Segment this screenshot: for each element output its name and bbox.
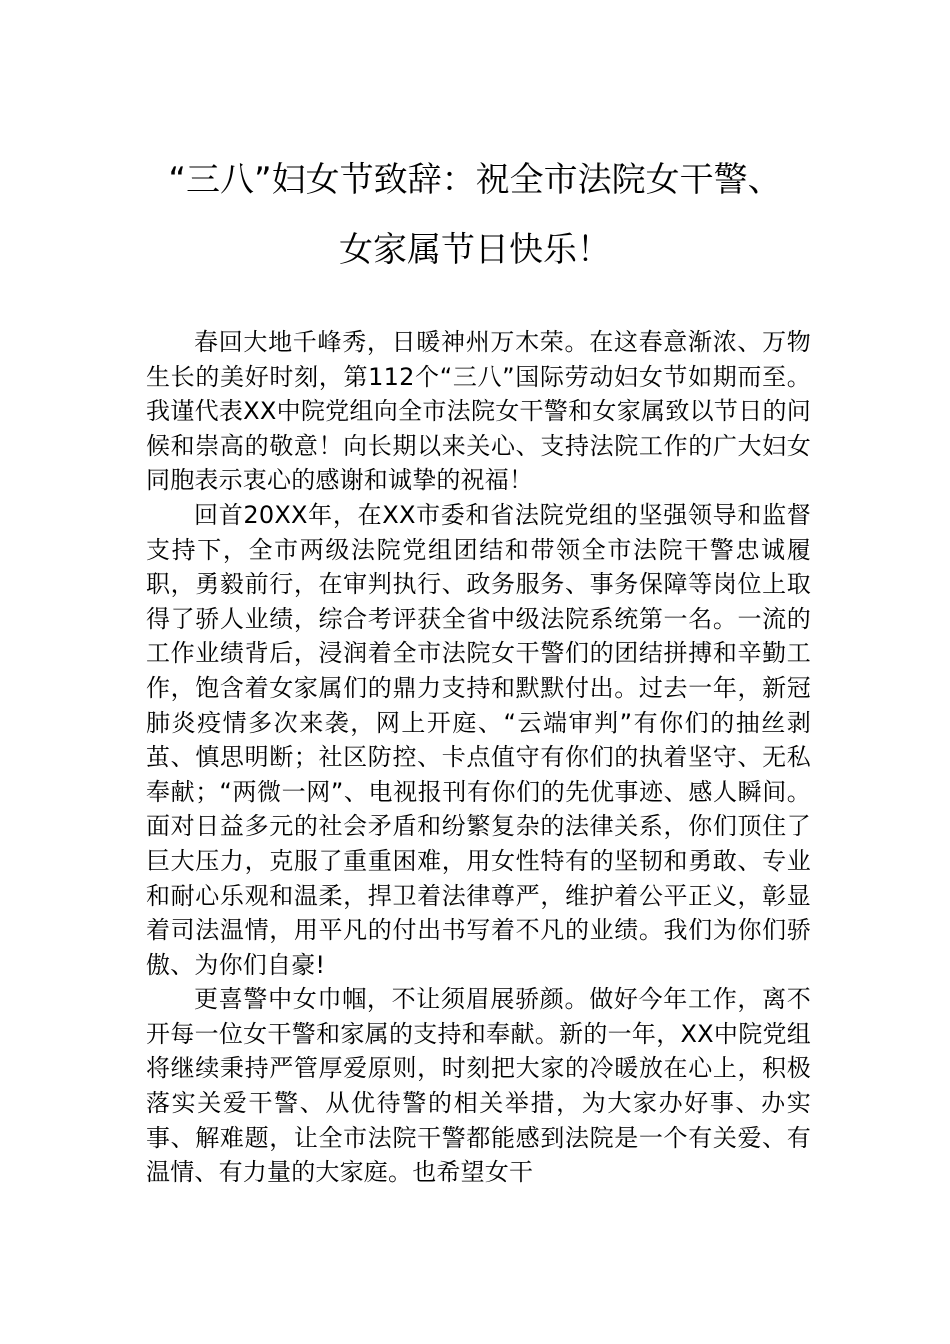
paragraph-1: 春回大地千峰秀，日暖神州万木荣。在这春意渐浓、万物生长的美好时刻，第112个“三八”国际劳动妇女节如期而至。我谨代表XX中院党组向全市法院女干警和女家属致以节日的问候和崇高的敬意！向长期以来关心、支持法院工作的广大妇女同胞表示衷心的感谢和诚挚的祝福！ — [146, 328, 811, 495]
title-line-2: 女家属节日快乐！ — [339, 230, 611, 270]
title-line-1: “三八”妇女节致辞：祝全市法院女干警、 — [168, 160, 782, 200]
document-title — [100, 160, 850, 270]
paragraph-2: 回首20XX年，在XX市委和省法院党组的坚强领导和监督支持下，全市两级法院党组团结和带领全市法院干警忠诚履职，勇毅前行，在审判执行、政务服务、事务保障等岗位上取得了骄人业绩，综合考评获全省中级法院系统第一名。一流的工作业绩背后，浸润着全市法院女干警们的团结拼搏和辛勤工作，饱含着女家属们的鼎力支持和默默付出。过去一年，新冠肺炎疫情多次来袭，网上开庭、“云端审判”有你们的抽丝剥茧、慎思明断；社区防控、卡点值守有你们的执着坚守、无私奉献；“两微一网”、电视报刊有你们的先优事迹、感人瞬间。面对日益多元的社会矛盾和纷繁复杂的法律关系，你们顶住了巨大压力，克服了重重困难，用女性特有的坚韧和勇敢、专业和耐心乐观和温柔，捍卫着法律尊严，维护着公平正义，彰显着司法温情，用平凡的付出书写着不凡的业绩。我们为你们骄傲、为你们自豪! — [146, 500, 811, 979]
paragraph-3: 更喜警中女巾帼，不让须眉展骄颜。做好今年工作，离不开每一位女干警和家属的支持和奉献。新的一年，XX中院党组将继续秉持严管厚爱原则，时刻把大家的冷暖放在心上，积极落实关爱干警、从优待警的相关举措，为大家办好事、办实事、解难题，让全市法院干警都能感到法院是一个有关爱、有温情、有力量的大家庭。也希望女干 — [146, 985, 811, 1187]
document-body — [146, 325, 811, 1190]
